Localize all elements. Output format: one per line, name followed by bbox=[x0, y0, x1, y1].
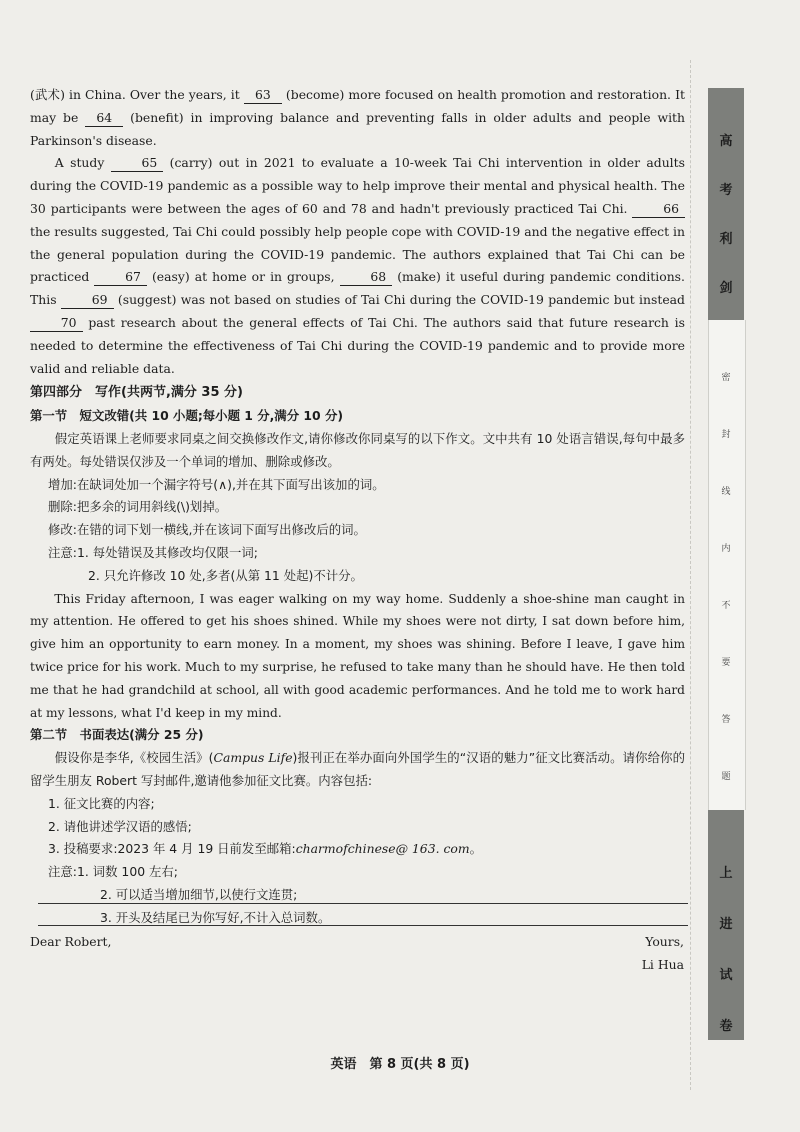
blank-68[interactable]: 68 bbox=[340, 269, 393, 286]
blank-64[interactable]: 64 bbox=[85, 110, 123, 127]
signature: Li Hua bbox=[641, 957, 684, 972]
blank-65[interactable]: 65 bbox=[111, 155, 164, 172]
section1-heading: 第一节 短文改错(共 10 小题;每小题 1 分,满分 10 分) bbox=[30, 408, 344, 424]
blank-70[interactable]: 70 bbox=[30, 315, 83, 332]
note-2: 2. 只允许修改 10 处,多者(从第 11 处起)不计分。 bbox=[88, 567, 363, 583]
blank-67[interactable]: 67 bbox=[94, 269, 147, 286]
part4-heading: 第四部分 写作(共两节,满分 35 分) bbox=[30, 385, 243, 401]
answer-line-1[interactable] bbox=[38, 903, 688, 904]
side-label-top: 高 考 利 剑 bbox=[719, 134, 733, 296]
error-correction-essay[interactable]: This Friday afternoon, I was eager walking on my way home. Suddenly a shoe-shine man caught in my attention. He offered to get his shoes shined. While my shoes were not dirty, I sat down before him, give him an opportunity to earn money. In a moment, my shoes was shining. Before I leave, I gave him twice price for his work. Much to my surprise, he refused to take many than he should have. He then told me that he had grandchild at school, all with good academic performances. And he told me to work hard at my lessons, what I'd keep in my mind. bbox=[30, 591, 685, 720]
writing-note-1: 注意:1. 词数 100 左右; bbox=[48, 864, 178, 880]
answer-line-2[interactable] bbox=[38, 925, 688, 926]
item-2: 2. 请他讲述学汉语的感悟; bbox=[48, 818, 192, 834]
blank-69[interactable]: 69 bbox=[61, 292, 114, 309]
side-label-middle: 密 封 线 内 不 要 答 题 bbox=[721, 373, 731, 782]
section2-heading: 第二节 书面表达(满分 25 分) bbox=[30, 727, 204, 743]
rule-add: 增加:在缺词处加一个漏字符号(∧),并在其下面写出该加的词。 bbox=[48, 476, 385, 492]
blank-63[interactable]: 63 bbox=[244, 87, 282, 104]
page-footer: 英语 第 8 页(共 8 页) bbox=[330, 1057, 470, 1072]
closing: Yours, bbox=[645, 934, 684, 949]
section2-intro: 假设你是李华,《校园生活》(Campus Life)报刊正在举办面向外国学生的“汉语的魅力”征文比赛活动。请你给你的留学生朋友 Robert 写封邮件,邀请他参加征文比赛。内容包括: bbox=[30, 750, 685, 788]
side-label-bottom: 上 进 试 卷 bbox=[719, 866, 733, 1034]
note-1: 注意:1. 每处错误及其修改均仅限一词; bbox=[48, 544, 258, 560]
item-3: 3. 投稿要求:2023 年 4 月 19 日前发至邮箱:charmofchinese@ 163. com。 bbox=[48, 841, 482, 857]
rule-delete: 删除:把多余的词用斜线(\)划掉。 bbox=[48, 499, 228, 515]
passage-paragraph-1: (武术) in China. Over the years, it 63 (become) more focused on health promotion and restoration. It may be 64 (benefit) in improving balance and preventing falls in older adults and people with Parkinson's disease. bbox=[30, 87, 685, 148]
section1-intro: 假定英语课上老师要求同桌之间交换修改作文,请你修改你同桌写的以下作文。文中共有 10 处语言错误,每句中最多有两处。每处错误仅涉及一个单词的增加、删除或修改。 bbox=[30, 430, 685, 469]
fold-line bbox=[690, 60, 692, 1090]
greeting: Dear Robert, bbox=[30, 934, 112, 950]
writing-note-3: 3. 开头及结尾已为你写好,不计入总词数。 bbox=[100, 909, 331, 925]
page-content bbox=[30, 84, 685, 954]
item-1: 1. 征文比赛的内容; bbox=[48, 795, 155, 811]
writing-note-2: 2. 可以适当增加细节,以使行文连贯; bbox=[100, 886, 298, 902]
blank-66[interactable]: 66 bbox=[632, 201, 685, 218]
passage-paragraph-2: A study 65 (carry) out in 2021 to evaluate a 10-week Tai Chi intervention in older adults during the COVID-19 pandemic as a possible way to help improve their mental and physical health. The 30 participants were between the ages of 60 and 78 and hadn't previously practiced Tai Chi. 66 the results suggested, Tai Chi could possibly help people cope with COVID-19 and the negative effect in the general population during the COVID-19 pandemic. The authors explained that Tai Chi can be practiced 67 (easy) at home or in groups, 68 (make) it useful during pandemic conditions. This 69 (suggest) was not based on studies of Tai Chi during the COVID-19 pandemic but instead 70 past research about the general effects of Tai Chi. The authors said that future research is needed to determine the effectiveness of Tai Chi during the COVID-19 pandemic and to provide more valid and reliable data. bbox=[30, 155, 685, 376]
rule-modify: 修改:在错的词下划一横线,并在该词下面写出修改后的词。 bbox=[48, 522, 366, 538]
